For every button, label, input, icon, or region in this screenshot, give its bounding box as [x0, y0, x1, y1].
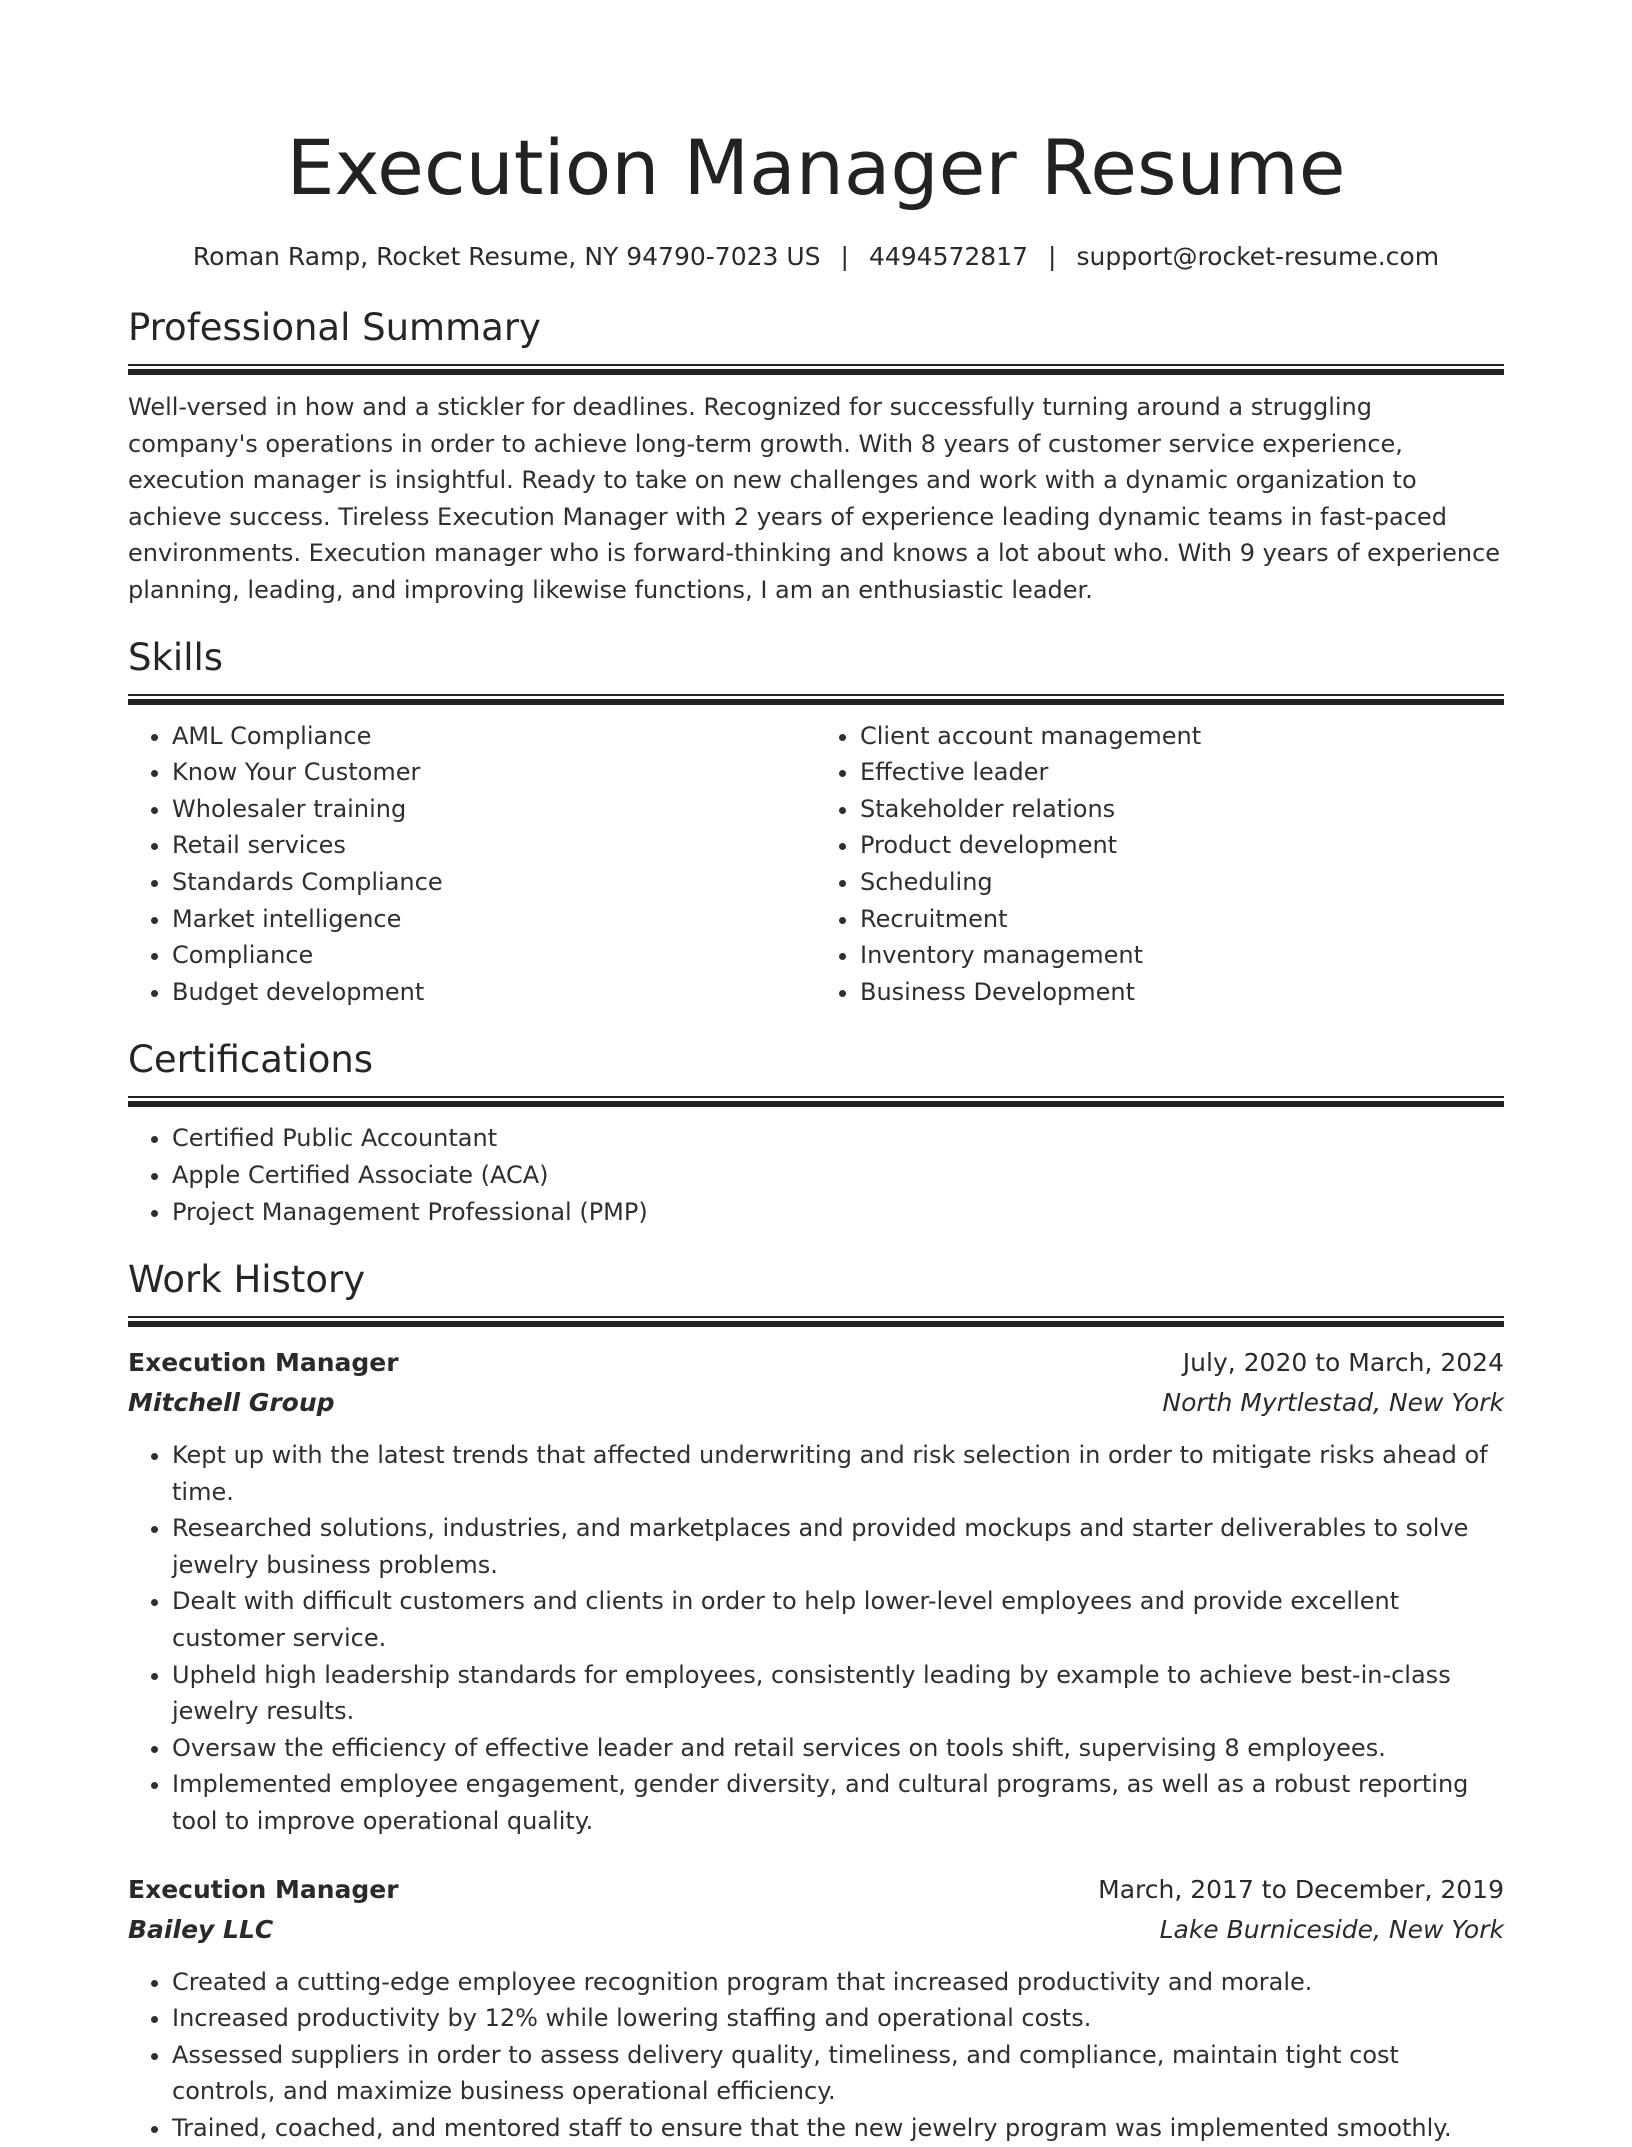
job-header-row [128, 1870, 1504, 1910]
contact-address: Roman Ramp, Rocket Resume, NY 94790-7023 US [192, 242, 821, 271]
job-dates: March, 2017 to December, 2019 [1098, 1874, 1504, 1904]
skill-item: • Retail services [172, 827, 816, 864]
job-bullet: • Researched solutions, industries, and marketplaces and provided mockups and starter deliverables to solve jewelry business problems. [172, 1510, 1504, 1583]
summary-section [128, 304, 1504, 609]
job-company-row [128, 1383, 1504, 1423]
skill-item: • Product development [860, 827, 1504, 864]
job-company-row [128, 1910, 1504, 1950]
section-divider [128, 1316, 1504, 1327]
skills-list-right [816, 718, 1504, 1011]
job-bullet: • Assessed suppliers in order to assess delivery quality, timeliness, and compliance, maintain tight cost controls, and maximize business operational efficiency. [172, 2037, 1504, 2110]
skill-item: • Client account management [860, 718, 1504, 755]
job-title: Execution Manager [128, 1348, 399, 1378]
certifications-list [128, 1120, 1504, 1230]
job-bullet: • Kept up with the latest trends that affected underwriting and risk selection in order to mitigate risks ahead of time. [172, 1437, 1504, 1510]
job-title: Execution Manager [128, 1874, 399, 1904]
section-divider [128, 694, 1504, 705]
work-history-section [128, 1256, 1504, 2147]
job-bullets [128, 1964, 1504, 2147]
skill-item: • Business Development [860, 974, 1504, 1011]
job-bullet: • Upheld high leadership standards for employees, consistently leading by example to achieve best-in-class jewelry results. [172, 1657, 1504, 1730]
job-bullet: • Oversaw the efficiency of effective leader and retail services on tools shift, supervising 8 employees. [172, 1730, 1504, 1767]
skill-item: • Standards Compliance [172, 864, 816, 901]
job-bullet: • Increased productivity by 12% while lowering staffing and operational costs. [172, 2000, 1504, 2037]
job-bullets [128, 1437, 1504, 1840]
skill-item: • Wholesaler training [172, 791, 816, 828]
skill-item: • Recruitment [860, 901, 1504, 938]
skills-section [128, 634, 1504, 1011]
job-company: Bailey LLC [128, 1914, 274, 1944]
job-location: North Myrtlestad, New York [1162, 1388, 1504, 1418]
skill-item: • Know Your Customer [172, 754, 816, 791]
contact-separator: | [1048, 242, 1057, 271]
section-heading-certifications: Certifications [128, 1038, 374, 1082]
job-entry [128, 1343, 1504, 1840]
contact-email[interactable]: support@rocket-resume.com [1076, 242, 1440, 271]
skill-item: • Scheduling [860, 864, 1504, 901]
job-location: Lake Burniceside, New York [1159, 1914, 1504, 1944]
resume-page [128, 0, 1504, 2147]
contact-line [128, 240, 1504, 274]
section-heading-work-history: Work History [128, 1258, 366, 1302]
section-heading-summary: Professional Summary [128, 306, 541, 349]
skill-item: • Stakeholder relations [860, 791, 1504, 828]
certification-item: • Project Management Professional (PMP) [172, 1194, 1504, 1231]
job-header-row [128, 1343, 1504, 1383]
job-company: Mitchell Group [128, 1388, 335, 1418]
certification-item: • Apple Certified Associate (ACA) [172, 1157, 1504, 1194]
skill-item: • AML Compliance [172, 718, 816, 755]
job-bullet: • Created a cutting-edge employee recognition program that increased productivity and morale. [172, 1964, 1504, 2001]
job-bullet: • Dealt with difficult customers and clients in order to help lower-level employees and provide excellent customer service. [172, 1583, 1504, 1656]
certifications-section [128, 1036, 1504, 1230]
resume-title: Execution Manager Resume [286, 123, 1346, 212]
skill-item: • Effective leader [860, 754, 1504, 791]
summary-text: Well-versed in how and a stickler for deadlines. Recognized for successfully turning around a struggling company's operations in order to achieve long-term growth. With 8 years of customer service experience, execution manager is insightful. Ready to take on new challenges and work with a dynamic organization to achieve success. Tireless Execution Manager with 2 years of experience leading dynamic teams in fast-paced environments. Execution manager who is forward-thinking and knows a lot about who. With 9 years of experience planning, leading, and improving likewise functions, I am an enthusiastic leader. [128, 393, 1501, 604]
contact-phone: 4494572817 [868, 242, 1029, 271]
section-divider [128, 364, 1504, 375]
skills-list-left [128, 718, 816, 1011]
skill-item: • Inventory management [860, 937, 1504, 974]
job-entry [128, 1870, 1504, 2147]
job-bullet: • Implemented employee engagement, gender diversity, and cultural programs, as well as a robust reporting tool to improve operational quality. [172, 1766, 1504, 1839]
section-heading-skills: Skills [128, 635, 224, 679]
job-dates: July, 2020 to March, 2024 [1182, 1348, 1504, 1378]
contact-separator: | [840, 242, 849, 271]
skill-item: • Market intelligence [172, 901, 816, 938]
skills-columns [128, 718, 1504, 1011]
section-divider [128, 1096, 1504, 1107]
certification-item: • Certified Public Accountant [172, 1120, 1504, 1157]
job-bullet: • Trained, coached, and mentored staff to ensure that the new jewelry program was implemented smoothly. [172, 2110, 1504, 2147]
skill-item: • Budget development [172, 974, 816, 1011]
skill-item: • Compliance [172, 937, 816, 974]
